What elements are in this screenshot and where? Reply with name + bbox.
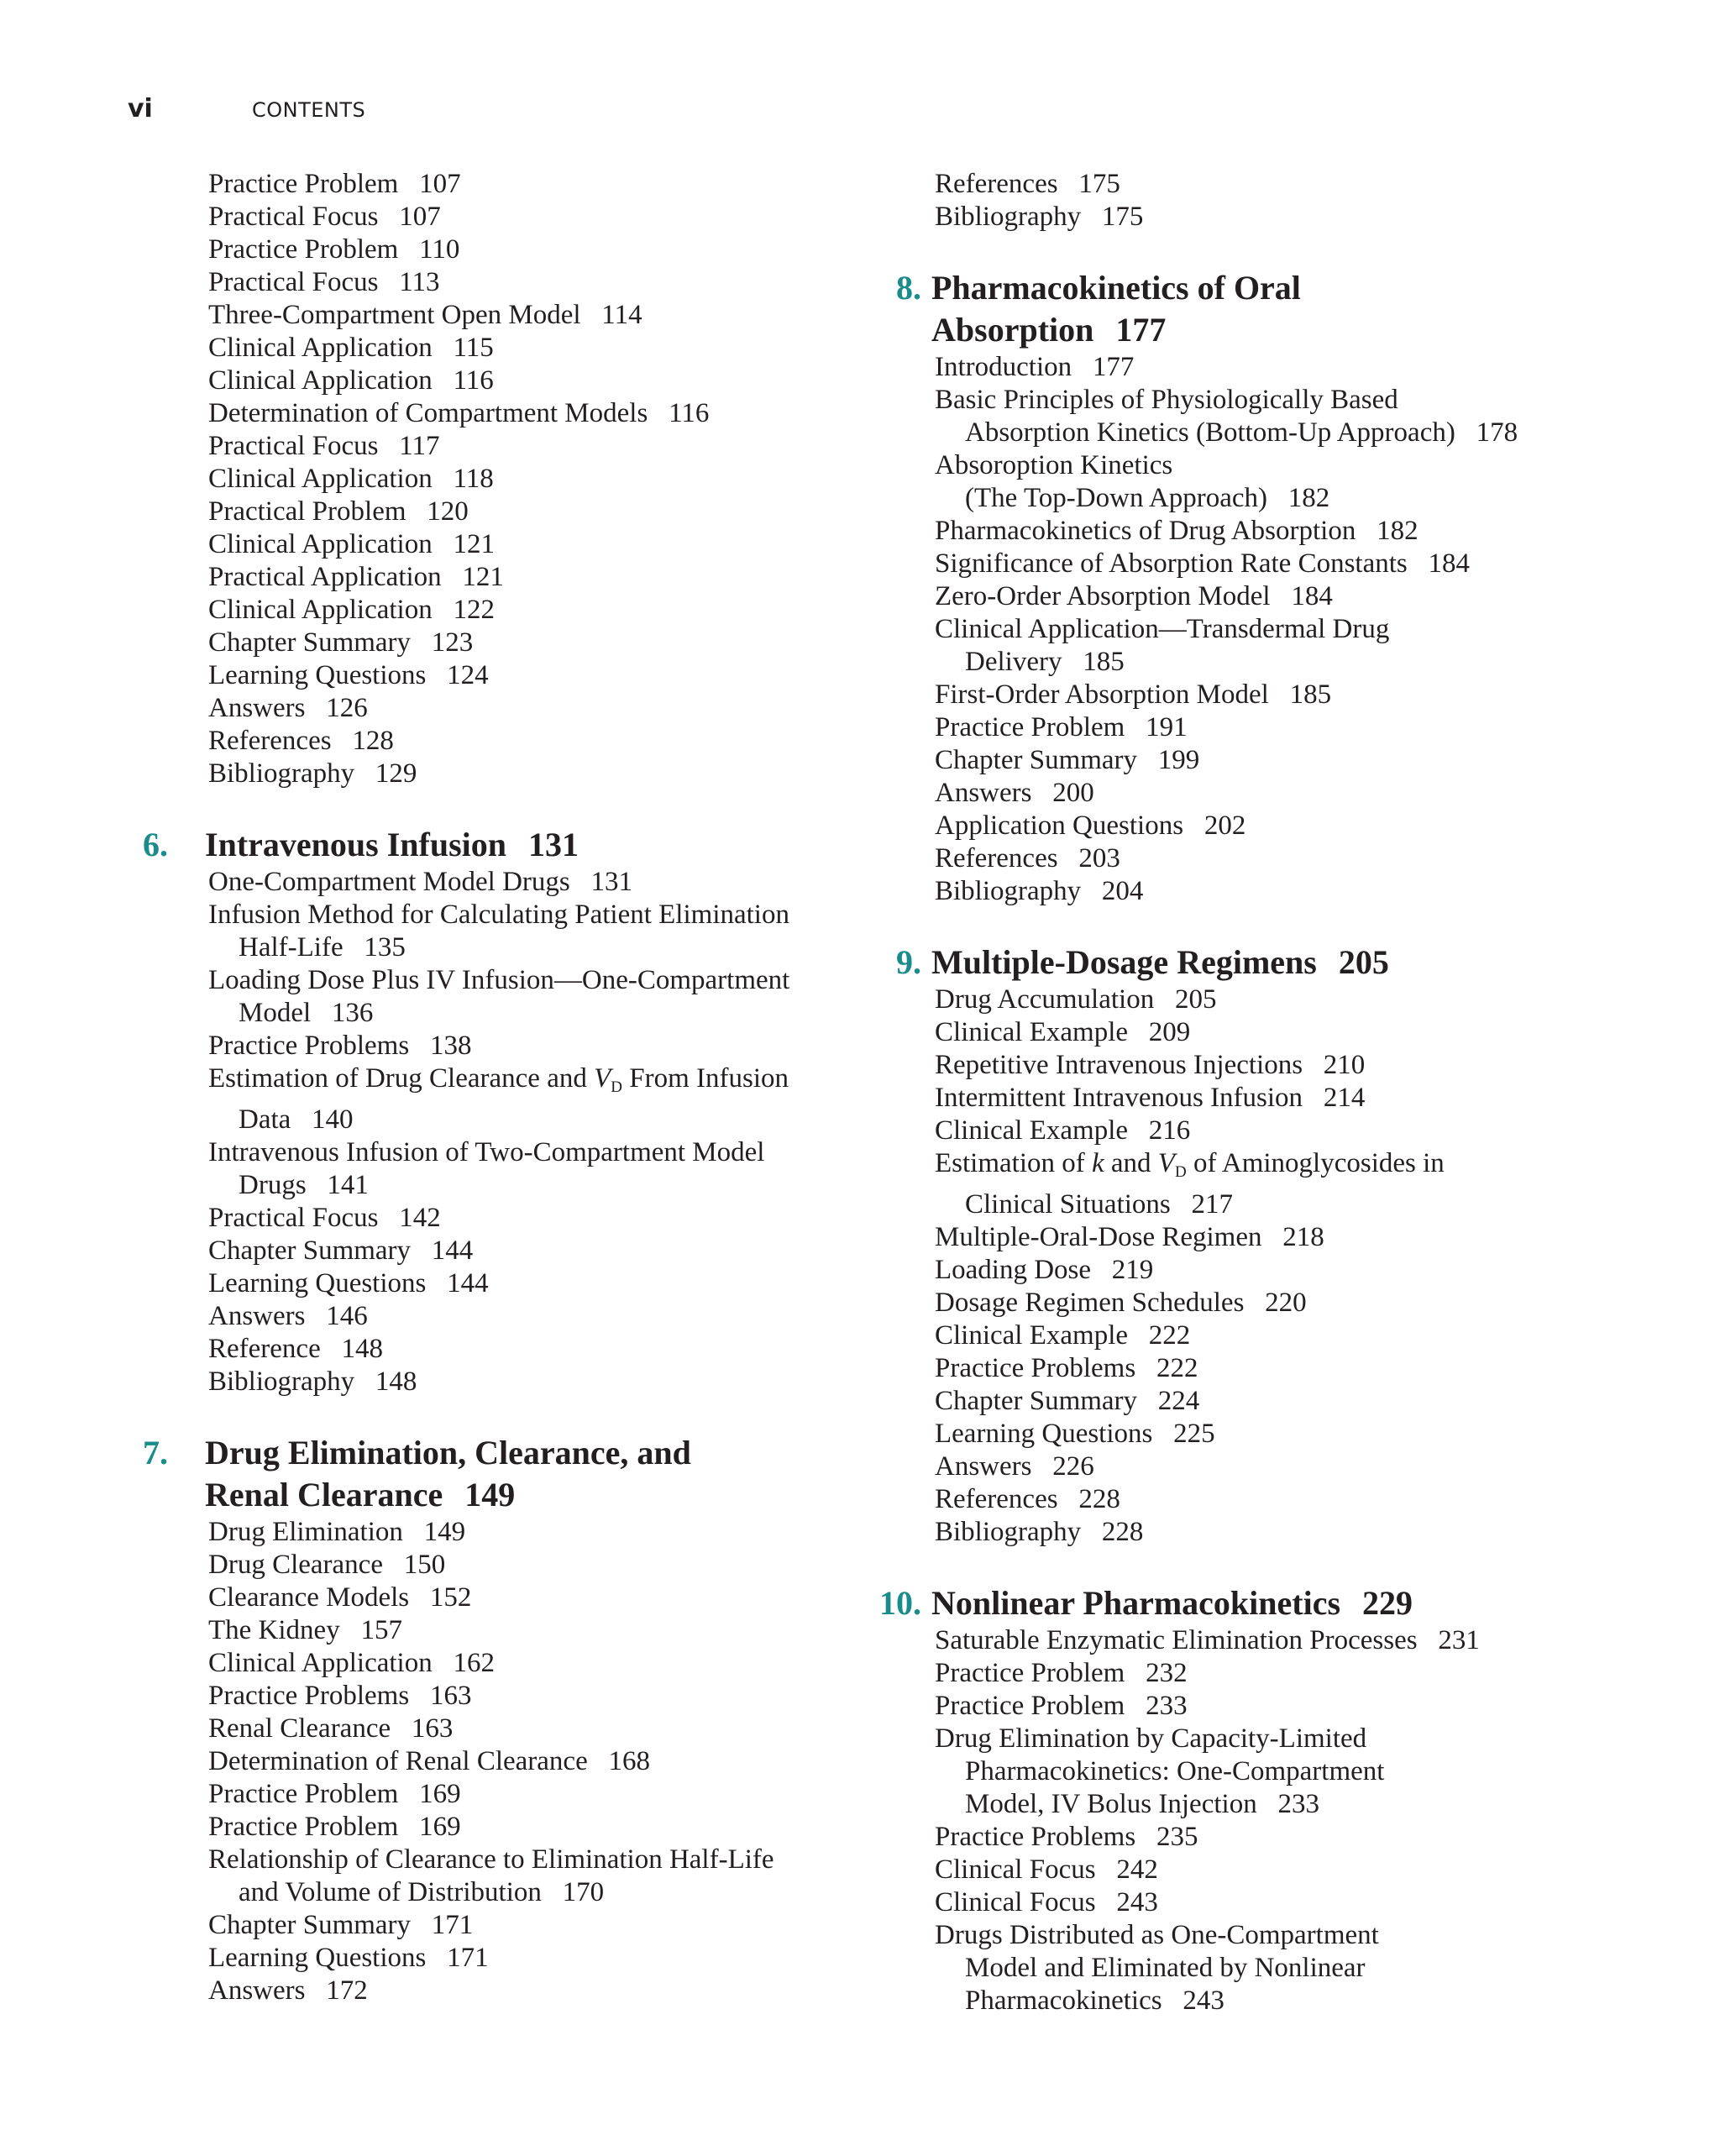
toc-entry[interactable]: Significance of Absorption Rate Constants 184 (935, 548, 1471, 579)
toc-page-number: 118 (453, 464, 494, 494)
toc-page-number: 218 (1282, 1222, 1324, 1252)
toc-page-number: 136 (331, 998, 374, 1028)
toc-entry[interactable]: Learning Questions 225 (935, 1419, 1215, 1449)
toc-page-number: 149 (423, 1517, 466, 1547)
toc-page-number: 225 (1173, 1419, 1215, 1449)
toc-entry[interactable]: First-Order Absorption Model 185 (935, 679, 1332, 710)
chapter-page-number: 177 (1115, 311, 1167, 349)
toc-page-number: 210 (1323, 1050, 1366, 1080)
toc-right-column (869, 168, 1592, 2017)
toc-entry[interactable]: Practical Focus 117 (208, 431, 440, 461)
toc-page-number: 135 (364, 932, 406, 963)
toc-entry[interactable]: Determination of Renal Clearance 168 (208, 1746, 650, 1776)
toc-entry[interactable]: Bibliography 129 (208, 758, 417, 789)
toc-page-number: 243 (1116, 1887, 1158, 1917)
toc-entry[interactable]: Determination of Compartment Models 116 (208, 398, 710, 428)
toc-page-number: 231 (1438, 1625, 1480, 1655)
toc-entry[interactable]: Learning Questions 124 (208, 660, 489, 690)
toc-entry[interactable]: Practical Focus 113 (208, 267, 440, 297)
toc-page-number: 178 (1476, 417, 1518, 448)
toc-page-number: 226 (1052, 1451, 1094, 1482)
toc-entry[interactable]: Zero-Order Absorption Model 184 (935, 581, 1333, 611)
chapter-section (869, 267, 1592, 908)
toc-entry[interactable]: The Kidney 157 (208, 1615, 402, 1645)
toc-page-number: 175 (1101, 202, 1144, 232)
toc-page-number: 113 (399, 267, 440, 297)
toc-page-number: 177 (1092, 352, 1135, 382)
toc-page-number: 224 (1157, 1386, 1200, 1416)
toc-page-number: 152 (429, 1582, 472, 1613)
toc-entry[interactable]: Answers 146 (208, 1301, 368, 1331)
toc-page-number: 148 (375, 1367, 417, 1397)
toc-entry[interactable]: Clinical Application 162 (208, 1648, 495, 1678)
toc-page-number: 233 (1146, 1691, 1188, 1721)
toc-entry[interactable]: Three-Compartment Open Model 114 (208, 300, 642, 330)
toc-entry[interactable]: Clinical Example 209 (935, 1017, 1191, 1047)
toc-entry[interactable]: Estimation of Drug Clearance and $V_D$ From Infusion Data 140 (208, 1063, 789, 1135)
toc-entry[interactable]: Practice Problem 169 (208, 1812, 461, 1842)
toc-page-number: 171 (447, 1943, 489, 1973)
toc-entry[interactable]: Practical Problem 120 (208, 496, 469, 527)
toc-page-number: 121 (462, 562, 504, 592)
toc-page-number: 228 (1078, 1484, 1120, 1514)
toc-entry[interactable]: Practice Problems 138 (208, 1031, 472, 1061)
toc-page-number: 148 (341, 1334, 383, 1364)
toc-page-number: 124 (447, 660, 489, 690)
toc-page-number: 185 (1289, 679, 1332, 710)
toc-entry[interactable]: Bibliography 148 (208, 1367, 417, 1397)
toc-entry[interactable]: Intermittent Intravenous Infusion 214 (935, 1083, 1366, 1113)
chapter-title[interactable]: 9. Multiple-Dosage Regimens 205 (931, 942, 1592, 984)
toc-entry[interactable]: Intravenous Infusion of Two-Compartment Model Drugs 141 (208, 1137, 765, 1200)
toc-entry[interactable]: Clinical Application 122 (208, 595, 495, 625)
toc-entry[interactable]: Pharmacokinetics of Drug Absorption 182 (935, 516, 1418, 546)
chapter-page-number: 229 (1362, 1584, 1413, 1622)
toc-page-number: 150 (403, 1550, 446, 1580)
toc-entry[interactable]: Dosage Regimen Schedules 220 (935, 1288, 1307, 1318)
toc-page-number: 243 (1182, 1986, 1224, 2016)
toc-entry[interactable]: Chapter Summary 199 (935, 745, 1200, 775)
toc-page-number: 214 (1323, 1083, 1366, 1113)
toc-entry[interactable]: Bibliography 204 (935, 876, 1144, 906)
toc-page-number: 171 (431, 1910, 474, 1940)
page-folio: vi (128, 94, 153, 123)
toc-page-number: 140 (312, 1104, 354, 1135)
toc-entry[interactable]: Bibliography 175 (935, 202, 1144, 232)
toc-entry[interactable]: Clinical Application 116 (208, 365, 494, 396)
toc-entry[interactable]: Drug Elimination by Capacity-Limited Pharmacokinetics: One-Compartment Model, IV Bolus Injection 233 (935, 1723, 1385, 1819)
toc-page-number: 228 (1101, 1517, 1144, 1547)
toc-page-number: 121 (453, 529, 495, 559)
toc-entry[interactable]: Clinical Example 216 (935, 1115, 1191, 1146)
toc-page-number: 114 (601, 300, 642, 330)
chapter-number: 10. (879, 1584, 921, 1622)
toc-page-number: 217 (1191, 1189, 1233, 1220)
toc-entry[interactable]: Clinical Application 118 (208, 464, 494, 494)
toc-page-number: 203 (1078, 843, 1120, 873)
toc-page-number: 169 (419, 1779, 461, 1809)
toc-entry[interactable]: Multiple-Oral-Dose Regimen 218 (935, 1222, 1324, 1252)
chapter-number: 8. (896, 269, 921, 307)
toc-page-number: 184 (1428, 548, 1471, 579)
toc-page-number: 162 (453, 1648, 495, 1678)
toc-page-number: 191 (1146, 712, 1188, 742)
toc-page-number: 157 (360, 1615, 402, 1645)
continued-entries (143, 168, 882, 790)
toc-page-number: 116 (453, 365, 494, 396)
toc-entry[interactable]: Application Questions 202 (935, 810, 1246, 841)
chapter-section (143, 824, 882, 1398)
chapter-page-number: 205 (1338, 943, 1389, 981)
toc-entry[interactable]: Drugs Distributed as One-Compartment Model and Eliminated by Nonlinear Pharmacokinetics 243 (935, 1920, 1379, 2016)
chapter-section (143, 1432, 882, 2007)
toc-page-number: 233 (1277, 1789, 1319, 1819)
toc-entry[interactable]: Clinical Application—Transdermal Drug Delivery 185 (935, 614, 1390, 677)
toc-page-number: 219 (1111, 1255, 1154, 1285)
toc-entry[interactable]: Clinical Example 222 (935, 1320, 1191, 1351)
toc-entry[interactable]: Clinical Application 121 (208, 529, 495, 559)
toc-page-number: 170 (562, 1877, 605, 1907)
toc-entry[interactable]: Practice Problem 110 (208, 234, 460, 265)
toc-page-number: 163 (411, 1713, 454, 1744)
toc-entry[interactable]: Practice Problem 233 (935, 1691, 1188, 1721)
chapter-title[interactable]: 8. Pharmacokinetics of Oral Absorption 177 (931, 267, 1592, 351)
chapter-section (869, 1582, 1592, 2017)
toc-entry[interactable]: Practical Application 121 (208, 562, 504, 592)
toc-entry[interactable]: Learning Questions 144 (208, 1268, 489, 1298)
toc-page-number: 169 (419, 1812, 461, 1842)
toc-page-number: 107 (399, 202, 441, 232)
toc-entry[interactable]: Practice Problem 107 (208, 169, 461, 199)
toc-entry[interactable]: Practical Focus 107 (208, 202, 441, 232)
toc-entry[interactable]: Practical Focus 142 (208, 1203, 441, 1233)
toc-entry[interactable]: Practice Problem 169 (208, 1779, 461, 1809)
toc-entry[interactable]: Answers 126 (208, 693, 368, 723)
toc-entry[interactable]: Bibliography 228 (935, 1517, 1144, 1547)
toc-entry[interactable]: Estimation of k and $V_D$ of Aminoglycosides in Clinical Situations 217 (935, 1148, 1445, 1220)
continued-entries (869, 168, 1592, 233)
toc-entry[interactable]: Chapter Summary 171 (208, 1910, 474, 1940)
toc-page-number: 126 (326, 693, 368, 723)
toc-entry[interactable]: References 175 (935, 169, 1120, 199)
chapter-number: 6. (143, 826, 168, 863)
toc-entry[interactable]: Drug Clearance 150 (208, 1550, 446, 1580)
toc-entry[interactable]: Chapter Summary 224 (935, 1386, 1200, 1416)
toc-page-number: 122 (453, 595, 495, 625)
chapter-section (869, 942, 1592, 1549)
toc-page-number: 182 (1287, 483, 1330, 513)
toc-entry[interactable]: Clinical Application 115 (208, 333, 494, 363)
toc-page-number: 175 (1078, 169, 1120, 199)
toc-entry[interactable]: Introduction 177 (935, 352, 1135, 382)
toc-page-number: 209 (1148, 1017, 1191, 1047)
toc-page-number: 168 (608, 1746, 650, 1776)
toc-page-number: 242 (1116, 1854, 1158, 1885)
toc-entry[interactable]: References 203 (935, 843, 1120, 873)
toc-page-number: 185 (1083, 647, 1125, 677)
toc-page-number: 222 (1156, 1353, 1198, 1383)
toc-entry[interactable]: Reference 148 (208, 1334, 383, 1364)
toc-entry[interactable]: Drug Accumulation 205 (935, 984, 1217, 1015)
chapter-title[interactable]: 6. Intravenous Infusion 131 (205, 824, 882, 866)
toc-page-number: 222 (1148, 1320, 1191, 1351)
toc-entry[interactable]: Clearance Models 152 (208, 1582, 472, 1613)
toc-entry[interactable]: Relationship of Clearance to Elimination Half-Life and Volume of Distribution 170 (208, 1844, 774, 1907)
toc-entry[interactable]: References 228 (935, 1484, 1120, 1514)
toc-page-number: 116 (669, 398, 710, 428)
toc-page-number: 163 (429, 1681, 472, 1711)
toc-entry[interactable]: Answers 200 (935, 778, 1094, 808)
toc-entry[interactable]: Repetitive Intravenous Injections 210 (935, 1050, 1366, 1080)
toc-page-number: 202 (1203, 810, 1246, 841)
toc-entry[interactable]: Answers 172 (208, 1975, 368, 2006)
toc-page-number: 182 (1377, 516, 1418, 546)
toc-page-number: 138 (429, 1031, 472, 1061)
toc-entry[interactable]: References 128 (208, 726, 394, 756)
toc-page-number: 144 (431, 1235, 474, 1266)
chapter-number: 7. (143, 1434, 168, 1471)
toc-page-number: 144 (447, 1268, 489, 1298)
toc-page-number: 172 (326, 1975, 368, 2006)
toc-entry[interactable]: Practice Problems 222 (935, 1353, 1198, 1383)
running-head (128, 94, 365, 128)
toc-page-number: 123 (431, 627, 474, 658)
chapter-title[interactable]: 10. Nonlinear Pharmacokinetics 229 (931, 1582, 1592, 1624)
toc-page-number: 220 (1265, 1288, 1307, 1318)
toc-entry[interactable]: Practice Problems 163 (208, 1681, 472, 1711)
toc-page-number: 131 (590, 867, 633, 897)
toc-page-number: 128 (352, 726, 394, 756)
toc-page-number: 199 (1157, 745, 1200, 775)
chapter-page-number: 131 (528, 826, 579, 863)
toc-page-number: 107 (419, 169, 461, 199)
toc-entry[interactable]: Infusion Method for Calculating Patient Elimination Half-Life 135 (208, 900, 789, 963)
toc-page-number: 142 (399, 1203, 441, 1233)
toc-page-number: 120 (427, 496, 469, 527)
toc-page-number: 129 (375, 758, 417, 789)
toc-entry[interactable]: Chapter Summary 123 (208, 627, 474, 658)
toc-entry[interactable]: Answers 226 (935, 1451, 1094, 1482)
toc-entry[interactable]: Practice Problem 232 (935, 1658, 1188, 1688)
toc-entry[interactable]: Clinical Focus 243 (935, 1887, 1158, 1917)
toc-page-number: 117 (399, 431, 440, 461)
chapter-number: 9. (896, 943, 921, 981)
toc-entry[interactable]: Clinical Focus 242 (935, 1854, 1158, 1885)
toc-entry[interactable]: Renal Clearance 163 (208, 1713, 454, 1744)
chapter-title[interactable]: 7. Drug Elimination, Clearance, and Renal Clearance 149 (143, 1434, 691, 1513)
running-section-title: CONTENTS (252, 98, 366, 122)
toc-entry[interactable]: One-Compartment Model Drugs 131 (208, 867, 633, 897)
toc-page-number: 205 (1174, 984, 1217, 1015)
toc-entry[interactable]: Practice Problem 191 (935, 712, 1188, 742)
chapter-page-number: 149 (464, 1476, 516, 1513)
toc-page-number: 200 (1052, 778, 1094, 808)
toc-page-number: 184 (1291, 581, 1333, 611)
toc-page-number: 204 (1101, 876, 1144, 906)
toc-page-number: 141 (327, 1170, 369, 1200)
toc-entry[interactable]: Practice Problems 235 (935, 1822, 1198, 1852)
toc-entry[interactable]: Drug Elimination 149 (208, 1517, 466, 1547)
toc-entry[interactable]: Chapter Summary 144 (208, 1235, 474, 1266)
toc-page-number: 110 (419, 234, 460, 265)
toc-entry[interactable]: Learning Questions 171 (208, 1943, 489, 1973)
toc-page-number: 235 (1156, 1822, 1198, 1852)
toc-entry[interactable]: Loading Dose 219 (935, 1255, 1154, 1285)
toc-entry[interactable]: Basic Principles of Physiologically Based Absorption Kinetics (Bottom-Up Approach) 178 (935, 385, 1518, 448)
toc-page-number: 232 (1146, 1658, 1188, 1688)
toc-entry[interactable]: Absoroption Kinetics (The Top-Down Approach) 182 (935, 450, 1330, 513)
toc-entry[interactable]: Loading Dose Plus IV Infusion—One-Compartment Model 136 (208, 965, 790, 1028)
toc-page-number: 146 (326, 1301, 368, 1331)
toc-page-number: 115 (453, 333, 494, 363)
toc-page-number: 216 (1148, 1115, 1191, 1146)
toc-left-column (143, 168, 882, 2007)
toc-entry[interactable]: Saturable Enzymatic Elimination Processes 231 (935, 1625, 1480, 1655)
